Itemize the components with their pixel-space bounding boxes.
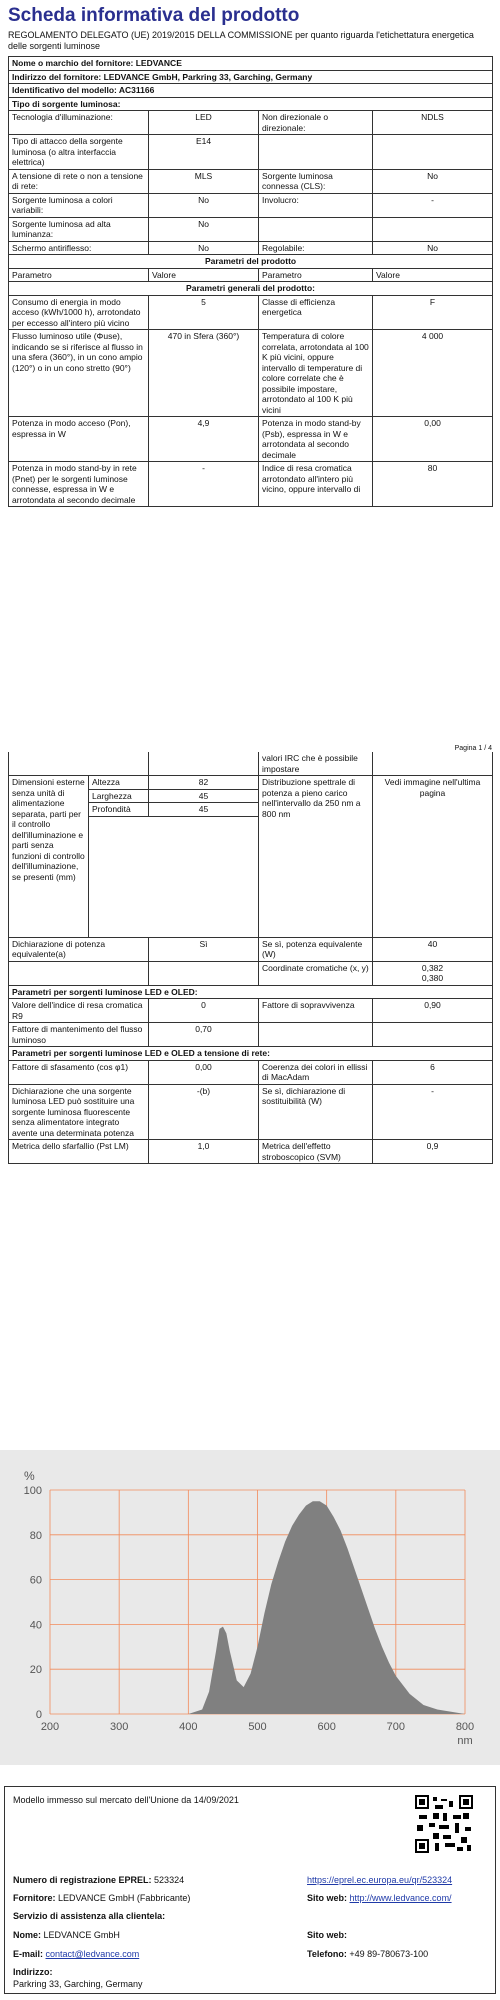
param-value: 0,70	[149, 1023, 259, 1047]
param-label: Schermo antiriflesso:	[9, 241, 149, 255]
qr-code-icon	[415, 1795, 473, 1853]
param-value: 4 000	[373, 330, 493, 417]
address-value: Parkring 33, Garching, Germany	[13, 1979, 143, 1989]
supplier-label: Fornitore:	[13, 1893, 56, 1903]
param-value: 0,9	[373, 1140, 493, 1164]
param-label: Sorgente luminosa a colori variabili:	[9, 193, 149, 217]
x-axis-label: nm	[457, 1735, 473, 1747]
eprel-number: 523324	[154, 1875, 185, 1885]
param-value: 0,00	[149, 1060, 259, 1084]
y-tick-label: 60	[29, 1574, 42, 1587]
y-tick-label: 80	[29, 1529, 42, 1542]
general-params-header: Parametri generali del prodotto:	[9, 282, 493, 296]
param-label: Tecnologia d'illuminazione:	[9, 111, 149, 135]
param-value: -	[149, 462, 259, 507]
dim-label: Altezza	[89, 776, 149, 790]
param-label: Sorgente luminosa ad alta luminanza:	[9, 217, 149, 241]
param-label: Temperatura di colore correlata, arrotondata al 100 K più vicini, oppure intervallo di temperature di colore correlate che è possibile impostare, arrotondato al 100 K più vicini	[259, 330, 373, 417]
footer-box	[4, 1786, 496, 1994]
supplier-value: LEDVANCE GmbH (Fabbricante)	[58, 1893, 191, 1903]
param-label: Se sì, dichiarazione di sostituibilità (W)	[259, 1084, 373, 1140]
website-link[interactable]: http://www.ledvance.com/	[349, 1893, 452, 1903]
param-label: Tipo di attacco della sorgente luminosa (o altra interfaccia elettrica)	[9, 135, 149, 170]
y-tick-label: 40	[29, 1619, 42, 1632]
param-label: A tensione di rete o non a tensione di rete:	[9, 169, 149, 193]
source-type-heading: Tipo di sorgente luminosa:	[9, 97, 493, 111]
website-label: Sito web:	[307, 1893, 347, 1903]
product-params-table-2	[8, 752, 493, 1164]
eprel-link[interactable]: https://eprel.ec.europa.eu/qr/523324	[307, 1875, 453, 1885]
customer-service-title: Servizio di assistenza alla clientela:	[13, 1911, 166, 1921]
page-number: Pagina 1 / 4	[454, 745, 492, 752]
param-value: -	[373, 1084, 493, 1140]
param-label: Flusso luminoso utile (Φuse), indicando se si riferisce al flusso in una sfera (360°), in un cono ampio (120°) o in un cono stretto (90°)	[9, 330, 149, 417]
params-header: Parametri del prodotto	[9, 255, 493, 269]
spectral-distribution-chart	[0, 1450, 500, 1765]
dim-value: 45	[149, 803, 259, 817]
service-website-label: Sito web:	[307, 1930, 347, 1940]
param-label	[259, 1023, 373, 1047]
led-params-header: Parametri per sorgenti luminose LED e OLED:	[9, 985, 493, 999]
param-label: Potenza in modo stand-by (Psb), espressa in W e arrotondata al secondo decimale	[259, 417, 373, 462]
param-label: Fattore di sopravvivenza	[259, 999, 373, 1023]
dim-label: Profondità	[89, 803, 149, 817]
address-label: Indirizzo:	[13, 1967, 53, 1977]
param-label: Potenza in modo acceso (Pon), espressa in W	[9, 417, 149, 462]
param-value: 5	[149, 295, 259, 330]
phone-label: Telefono:	[307, 1949, 347, 1959]
param-label: Coerenza dei colori in ellissi di MacAdam	[259, 1060, 373, 1084]
market-date: Modello immesso sul mercato dell'Unione da 14/09/2021	[13, 1795, 239, 1805]
cri-range-text: valori IRC che è possibile impostare	[259, 752, 373, 776]
dimensions-label: Dimensioni esterne senza unità di alimentazione separata, parti per il controllo dell'illuminazione e parti senza funzioni di controllo dell'illuminazione, se presenti (mm)	[9, 776, 89, 938]
product-info-table	[8, 56, 493, 507]
param-value: No	[149, 241, 259, 255]
param-label	[259, 135, 373, 170]
param-label: Dichiarazione che una sorgente luminosa LED può sostituire una sorgente luminosa fluorescente senza alimentatore integrato avente una determinata potenza	[9, 1084, 149, 1140]
y-axis-label: %	[24, 1469, 35, 1483]
footer	[0, 1780, 500, 2000]
service-name-label: Nome:	[13, 1930, 42, 1940]
param-value	[373, 217, 493, 241]
product-sheet-page-2	[0, 752, 500, 1164]
param-value: 0	[149, 999, 259, 1023]
param-value: NDLS	[373, 111, 493, 135]
phone-value: +49 89-780673-100	[349, 1949, 429, 1959]
param-value: -	[373, 193, 493, 217]
param-value: F	[373, 295, 493, 330]
equivalent-watt-label: Se sì, potenza equivalente (W)	[259, 937, 373, 961]
spectrum-area	[188, 1501, 465, 1714]
email-link[interactable]: contact@ledvance.com	[45, 1949, 140, 1959]
col-header: Parametro	[9, 268, 149, 282]
param-value: No	[373, 169, 493, 193]
x-tick-label: 300	[109, 1721, 129, 1733]
x-tick-label: 200	[40, 1721, 60, 1733]
param-value: No	[149, 193, 259, 217]
param-value: -(b)	[149, 1084, 259, 1140]
chromaticity-y: 0,380	[421, 973, 444, 983]
col-header: Parametro	[259, 268, 373, 282]
param-label: Indice di resa cromatica arrotondato all'intero più vicino, oppure intervallo di	[259, 462, 373, 507]
equivalent-watt-value: 40	[373, 937, 493, 961]
param-value: 0,90	[373, 999, 493, 1023]
param-label: Involucro:	[259, 193, 373, 217]
param-label: Potenza in modo stand-by in rete (Pnet) per le sorgenti luminose connesse, espressa in W e arrotondata al secondo decimale	[9, 462, 149, 507]
param-value: 4,9	[149, 417, 259, 462]
spd-value: Vedi immagine nell'ultima pagina	[373, 776, 493, 938]
col-header: Valore	[373, 268, 493, 282]
param-label: Fattore di sfasamento (cos φ1)	[9, 1060, 149, 1084]
model-identifier: Identificativo del modello: AC31166	[9, 84, 493, 98]
page-title: Scheda informativa del prodotto	[8, 5, 300, 26]
supplier-name: Nome o marchio del fornitore: LEDVANCE	[9, 57, 493, 71]
param-value: LED	[149, 111, 259, 135]
chromaticity-label: Coordinate cromatiche (x, y)	[259, 961, 373, 985]
param-value: 6	[373, 1060, 493, 1084]
email-label: E-mail:	[13, 1949, 44, 1959]
param-value: 470 in Sfera (360°)	[149, 330, 259, 417]
x-tick-label: 800	[455, 1721, 475, 1733]
param-label: Fattore di mantenimento del flusso luminoso	[9, 1023, 149, 1047]
param-value: E14	[149, 135, 259, 170]
spd-label: Distribuzione spettrale di potenza a pieno carico nell'intervallo da 250 nm a 800 nm	[259, 776, 373, 938]
x-tick-label: 700	[386, 1721, 406, 1733]
x-tick-label: 600	[317, 1721, 336, 1733]
eprel-label: Numero di registrazione EPREL:	[13, 1875, 152, 1885]
product-sheet-page-1	[0, 0, 500, 507]
param-label: Non direzionale o direzionale:	[259, 111, 373, 135]
dim-value: 45	[149, 789, 259, 803]
chromaticity-x: 0,382	[421, 962, 444, 973]
param-value	[373, 135, 493, 170]
param-label: Sorgente luminosa connessa (CLS):	[259, 169, 373, 193]
param-label: Valore dell'indice di resa cromatica R9	[9, 999, 149, 1023]
param-label	[259, 217, 373, 241]
mains-params-header: Parametri per sorgenti luminose LED e OLED a tensione di rete:	[9, 1047, 493, 1061]
param-label: Consumo di energia in modo acceso (kWh/1000 h), arrotondato per eccesso all'intero più vicino	[9, 295, 149, 330]
param-value: 1,0	[149, 1140, 259, 1164]
param-label: Metrica dello sfarfallio (Pst LM)	[9, 1140, 149, 1164]
regulation-text: REGOLAMENTO DELEGATO (UE) 2019/2015 DELLA COMMISSIONE per quanto riguarda l'etichettatura energetica delle sorgenti luminose	[8, 30, 474, 51]
dim-value: 82	[149, 776, 259, 790]
supplier-address: Indirizzo del fornitore: LEDVANCE GmbH, Parkring 33, Garching, Germany	[9, 70, 493, 84]
y-tick-label: 20	[29, 1664, 42, 1677]
y-tick-label: 100	[23, 1485, 42, 1497]
param-value: No	[149, 217, 259, 241]
param-value: No	[373, 241, 493, 255]
equivalent-power-label: Dichiarazione di potenza equivalente(a)	[9, 937, 149, 961]
param-label: Metrica dell'effetto stroboscopico (SVM)	[259, 1140, 373, 1164]
param-value	[373, 1023, 493, 1047]
x-tick-label: 500	[248, 1721, 267, 1733]
param-label: Classe di efficienza energetica	[259, 295, 373, 330]
dim-label: Larghezza	[89, 789, 149, 803]
equivalent-power-value: Sì	[149, 937, 259, 961]
col-header: Valore	[149, 268, 259, 282]
y-tick-label: 0	[35, 1709, 42, 1721]
param-label: Regolabile:	[259, 241, 373, 255]
x-tick-label: 400	[179, 1721, 198, 1733]
param-value: MLS	[149, 169, 259, 193]
param-value: 80	[373, 462, 493, 507]
service-name-value: LEDVANCE GmbH	[43, 1930, 120, 1940]
spectrum-svg	[0, 1450, 500, 1765]
param-value: 0,00	[373, 417, 493, 462]
